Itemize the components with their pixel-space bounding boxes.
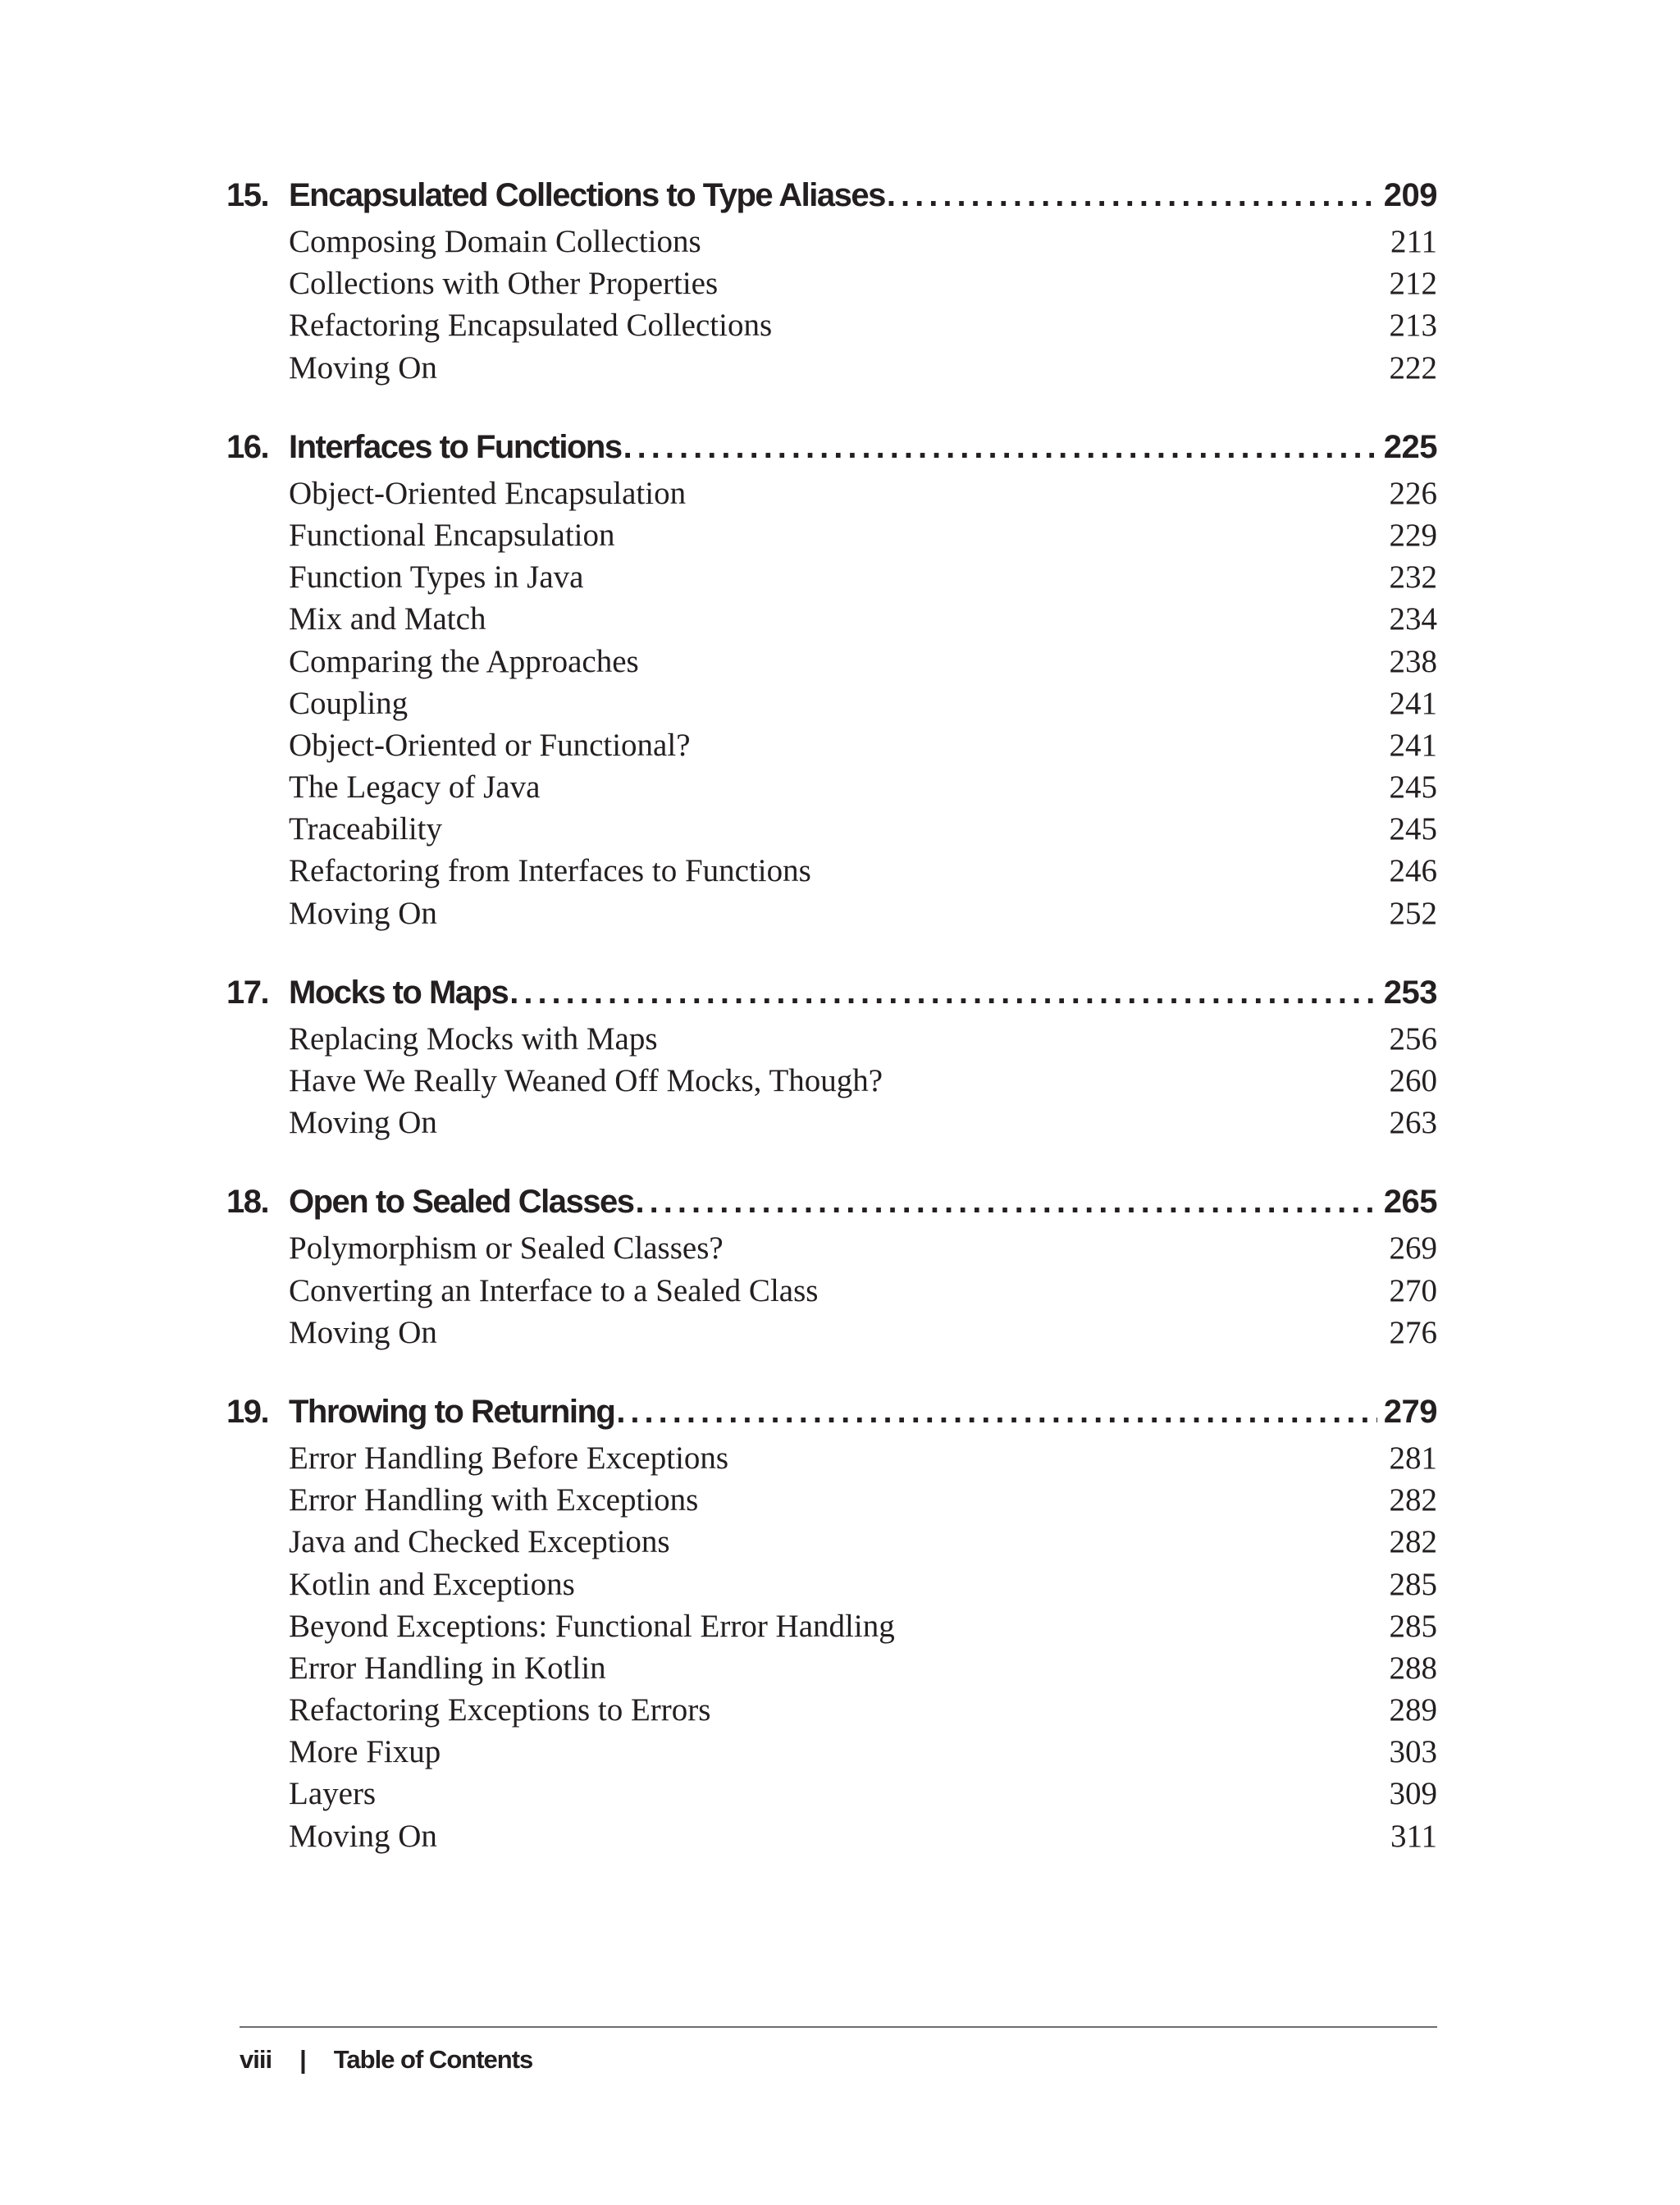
toc-chapter	[226, 975, 1437, 1147]
chapter-page-number: 209	[1383, 177, 1437, 213]
toc-section-link[interactable]	[226, 1272, 1437, 1314]
section-page-number: 234	[1389, 601, 1437, 637]
toc-section-link[interactable]	[226, 559, 1437, 600]
section-title: More Fixup	[289, 1734, 441, 1770]
page-footer	[240, 2026, 1437, 2089]
toc-section-link[interactable]	[226, 600, 1437, 642]
section-page-number: 241	[1389, 685, 1437, 721]
dot-leader	[509, 975, 1377, 1011]
toc-section-link[interactable]	[226, 727, 1437, 769]
section-page-number: 226	[1389, 475, 1437, 511]
dot-leader	[887, 177, 1377, 214]
toc-section-link[interactable]	[226, 223, 1437, 265]
section-title: Layers	[289, 1776, 377, 1812]
section-page-number: 238	[1389, 643, 1437, 679]
toc-section-link[interactable]	[226, 1440, 1437, 1481]
toc-chapter	[226, 177, 1437, 391]
toc-section-link[interactable]	[226, 1650, 1437, 1691]
toc-section-link[interactable]	[226, 475, 1437, 517]
section-page-number: 285	[1389, 1608, 1437, 1644]
section-title: Moving On	[289, 1105, 437, 1141]
footer-separator: |	[299, 2045, 306, 2074]
chapter-title: Mocks to Maps	[289, 974, 509, 1011]
toc-section-link[interactable]	[226, 1523, 1437, 1565]
chapter-number: 15.	[226, 177, 269, 213]
toc-section-link[interactable]	[226, 895, 1437, 937]
toc-section-link[interactable]	[226, 852, 1437, 894]
section-page-number: 245	[1389, 769, 1437, 806]
section-page-number: 282	[1389, 1524, 1437, 1560]
section-title: Object-Oriented or Functional?	[289, 727, 691, 763]
section-title: Converting an Interface to a Sealed Class	[289, 1272, 819, 1308]
chapter-page-number: 279	[1383, 1393, 1437, 1430]
toc-section-link[interactable]	[226, 1818, 1437, 1860]
chapter-page-number: 253	[1383, 974, 1437, 1011]
toc-section-link[interactable]	[226, 349, 1437, 391]
section-page-number: 263	[1389, 1105, 1437, 1141]
section-page-number: 311	[1390, 1818, 1437, 1854]
toc-section-link[interactable]	[226, 1481, 1437, 1523]
section-title: Function Types in Java	[289, 559, 584, 596]
dot-leader	[616, 1394, 1376, 1431]
section-title: Moving On	[289, 1818, 437, 1854]
toc-section-link[interactable]	[226, 1691, 1437, 1733]
section-title: Mix and Match	[289, 601, 486, 637]
toc-section-link[interactable]	[226, 1062, 1437, 1104]
section-page-number: 285	[1389, 1566, 1437, 1602]
section-title: Refactoring from Interfaces to Functions	[289, 853, 811, 889]
section-page-number: 245	[1389, 811, 1437, 847]
chapter-heading-link[interactable]	[226, 177, 1437, 223]
toc-section-link[interactable]	[226, 1230, 1437, 1271]
section-page-number: 241	[1389, 727, 1437, 763]
section-title: The Legacy of Java	[289, 769, 541, 806]
section-title: Error Handling in Kotlin	[289, 1650, 606, 1686]
section-title: Error Handling with Exceptions	[289, 1482, 699, 1518]
toc-section-link[interactable]	[226, 685, 1437, 727]
section-title: Traceability	[289, 811, 443, 847]
section-page-number: 222	[1389, 349, 1437, 386]
toc-section-link[interactable]	[226, 643, 1437, 685]
section-title: Refactoring Exceptions to Errors	[289, 1692, 711, 1728]
section-page-number: 269	[1389, 1230, 1437, 1267]
section-title: Error Handling Before Exceptions	[289, 1440, 729, 1476]
chapter-heading-link[interactable]	[226, 1394, 1437, 1440]
footer-page-number: viii	[240, 2045, 272, 2074]
section-page-number: 309	[1389, 1776, 1437, 1812]
section-title: Beyond Exceptions: Functional Error Handling	[289, 1608, 895, 1644]
chapter-number: 16.	[226, 428, 269, 465]
chapter-number: 18.	[226, 1184, 269, 1221]
section-title: Moving On	[289, 1314, 437, 1350]
chapter-number: 17.	[226, 974, 269, 1011]
footer-running-title: Table of Contents	[333, 2045, 533, 2074]
section-page-number: 246	[1389, 853, 1437, 889]
section-page-number: 289	[1389, 1692, 1437, 1728]
toc-section-link[interactable]	[226, 265, 1437, 307]
toc-section-link[interactable]	[226, 517, 1437, 559]
toc-section-link[interactable]	[226, 810, 1437, 852]
section-page-number: 281	[1389, 1440, 1437, 1476]
section-title: Replacing Mocks with Maps	[289, 1020, 658, 1057]
chapter-title: Open to Sealed Classes	[289, 1184, 634, 1221]
section-title: Comparing the Approaches	[289, 643, 639, 679]
chapter-page-number: 225	[1383, 428, 1437, 465]
toc-section-link[interactable]	[226, 1608, 1437, 1650]
toc-section-link[interactable]	[226, 1733, 1437, 1775]
section-title: Moving On	[289, 349, 437, 386]
section-title: Refactoring Encapsulated Collections	[289, 308, 773, 344]
section-page-number: 288	[1389, 1650, 1437, 1686]
section-page-number: 229	[1389, 517, 1437, 553]
toc-section-link[interactable]	[226, 769, 1437, 810]
section-title: Java and Checked Exceptions	[289, 1524, 670, 1560]
toc-section-link[interactable]	[226, 1775, 1437, 1817]
section-page-number: 256	[1389, 1020, 1437, 1057]
section-page-number: 276	[1389, 1314, 1437, 1350]
section-page-number: 213	[1389, 308, 1437, 344]
section-page-number: 211	[1390, 224, 1437, 259]
section-title: Collections with Other Properties	[289, 266, 719, 302]
section-title: Coupling	[289, 685, 409, 721]
section-page-number: 260	[1389, 1063, 1437, 1098]
toc-section-link[interactable]	[226, 1104, 1437, 1146]
footer-row	[240, 2031, 1437, 2089]
section-title: Composing Domain Collections	[289, 224, 701, 259]
toc-section-link[interactable]	[226, 1566, 1437, 1608]
dot-leader	[623, 429, 1377, 466]
toc-chapter	[226, 1184, 1437, 1356]
section-title: Functional Encapsulation	[289, 517, 615, 553]
section-title: Moving On	[289, 895, 437, 931]
section-title: Have We Really Weaned Off Mocks, Though?	[289, 1063, 883, 1098]
toc-chapter	[226, 1394, 1437, 1860]
table-of-contents	[226, 177, 1437, 1897]
section-title: Kotlin and Exceptions	[289, 1566, 575, 1602]
section-title: Object-Oriented Encapsulation	[289, 475, 687, 511]
chapter-heading-link[interactable]	[226, 975, 1437, 1020]
section-page-number: 252	[1389, 895, 1437, 931]
chapter-heading-link[interactable]	[226, 429, 1437, 475]
section-page-number: 232	[1389, 559, 1437, 596]
section-page-number: 303	[1389, 1734, 1437, 1770]
chapter-heading-link[interactable]	[226, 1184, 1437, 1230]
chapter-title: Encapsulated Collections to Type Aliases	[289, 177, 885, 213]
section-page-number: 212	[1389, 266, 1437, 302]
chapter-title: Throwing to Returning	[289, 1393, 615, 1430]
dot-leader	[636, 1184, 1377, 1221]
toc-section-link[interactable]	[226, 1314, 1437, 1356]
section-title: Polymorphism or Sealed Classes?	[289, 1230, 724, 1267]
section-page-number: 282	[1389, 1482, 1437, 1518]
toc-chapter	[226, 429, 1437, 937]
section-page-number: 270	[1389, 1272, 1437, 1308]
toc-section-link[interactable]	[226, 307, 1437, 349]
toc-section-link[interactable]	[226, 1020, 1437, 1062]
chapter-title: Interfaces to Functions	[289, 428, 622, 465]
chapter-page-number: 265	[1383, 1184, 1437, 1221]
chapter-number: 19.	[226, 1393, 269, 1430]
